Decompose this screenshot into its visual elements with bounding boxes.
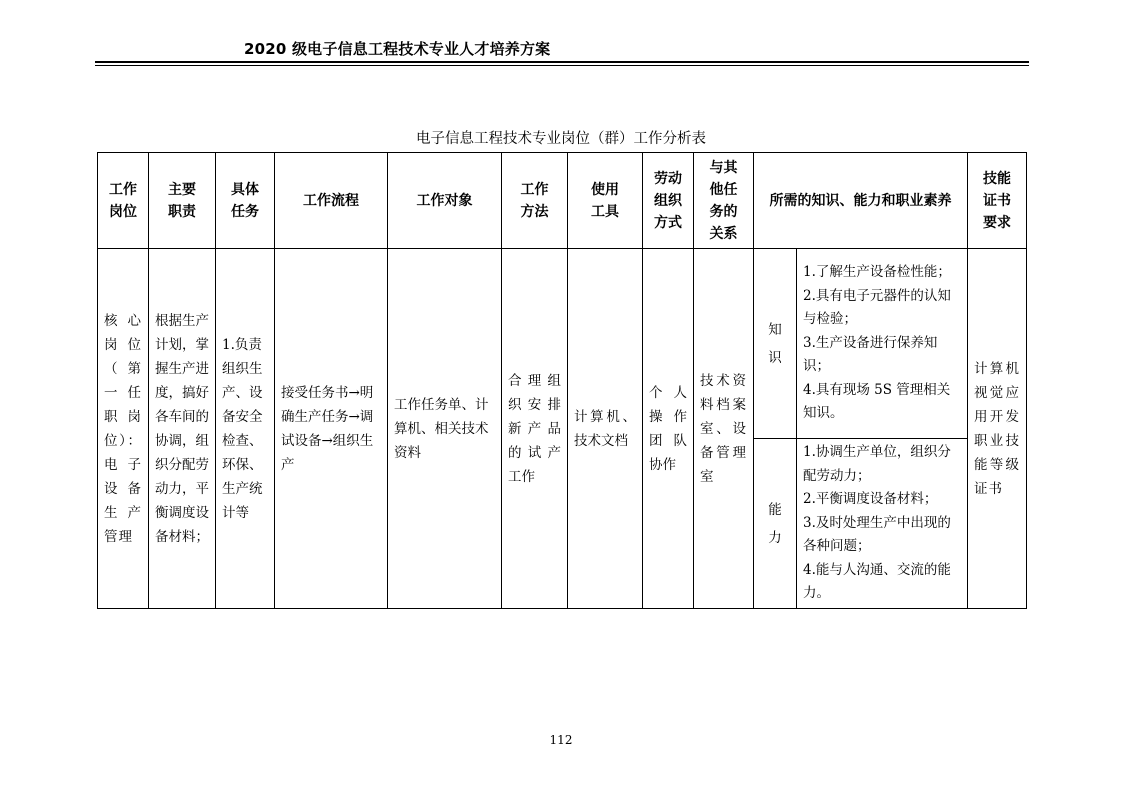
header-post: 工作 岗位: [98, 153, 149, 249]
header-certificate: 技能 证书 要求: [968, 153, 1027, 249]
cell-task: 1.负责组织生产、设备安全检查、环保、生产统计等: [216, 249, 275, 609]
cell-tools: 计算机、技术文档: [568, 249, 643, 609]
cell-post: 核心岗位（第一任职岗位）：电子设备生产管理: [98, 249, 149, 609]
cell-knowledge-label: 知 识: [754, 249, 797, 439]
header-duty: 主要 职责: [149, 153, 216, 249]
header-object: 工作对象: [388, 153, 502, 249]
cell-flow: 接受任务书→明确生产任务→调试设备→组织生产: [275, 249, 388, 609]
cell-relation: 技术资料档案室、设备管理室: [694, 249, 754, 609]
table-caption: 电子信息工程技术专业岗位（群）工作分析表: [416, 131, 706, 147]
header-labor: 劳动 组织 方式: [643, 153, 694, 249]
header-tools: 使用 工具: [568, 153, 643, 249]
table-header-row: [98, 153, 1027, 249]
header-relation: 与其 他任 务的 关系: [694, 153, 754, 249]
document-header-title: 2020 级电子信息工程技术专业人才培养方案: [244, 40, 551, 58]
cell-duty: 根据生产计划，掌握生产进度，搞好各车间的协调，组织分配劳动力，平衡调度设备材料；: [149, 249, 216, 609]
table-row: [98, 249, 1027, 439]
cell-ability-label: 能 力: [754, 439, 797, 609]
page-number: 112: [549, 733, 573, 747]
header-rule-thick: [95, 61, 1029, 63]
cell-ability-list: 1.协调生产单位，组织分配劳动力； 2.平衡调度设备材料； 3.及时处理生产中出现的各种问题； 4.能与人沟通、交流的能力。: [797, 439, 968, 609]
header-flow: 工作流程: [275, 153, 388, 249]
cell-object: 工作任务单、计算机、相关技术资料: [388, 249, 502, 609]
job-analysis-table: [97, 152, 1027, 609]
header-task: 具体 任务: [216, 153, 275, 249]
header-knowledge-ability: 所需的知识、能力和职业素养: [754, 153, 968, 249]
header-method: 工作 方法: [502, 153, 568, 249]
cell-certificate: 计算机视觉应用开发职业技能等级证书: [968, 249, 1027, 609]
cell-method: 合理组织安排新产品的试产工作: [502, 249, 568, 609]
header-rule-thin: [95, 65, 1029, 66]
cell-knowledge-list: 1.了解生产设备检性能； 2.具有电子元器件的认知与检验； 3.生产设备进行保养知识； 4.具有现场 5S 管理相关知识。: [797, 249, 968, 439]
cell-labor: 个人操作团队协作: [643, 249, 694, 609]
